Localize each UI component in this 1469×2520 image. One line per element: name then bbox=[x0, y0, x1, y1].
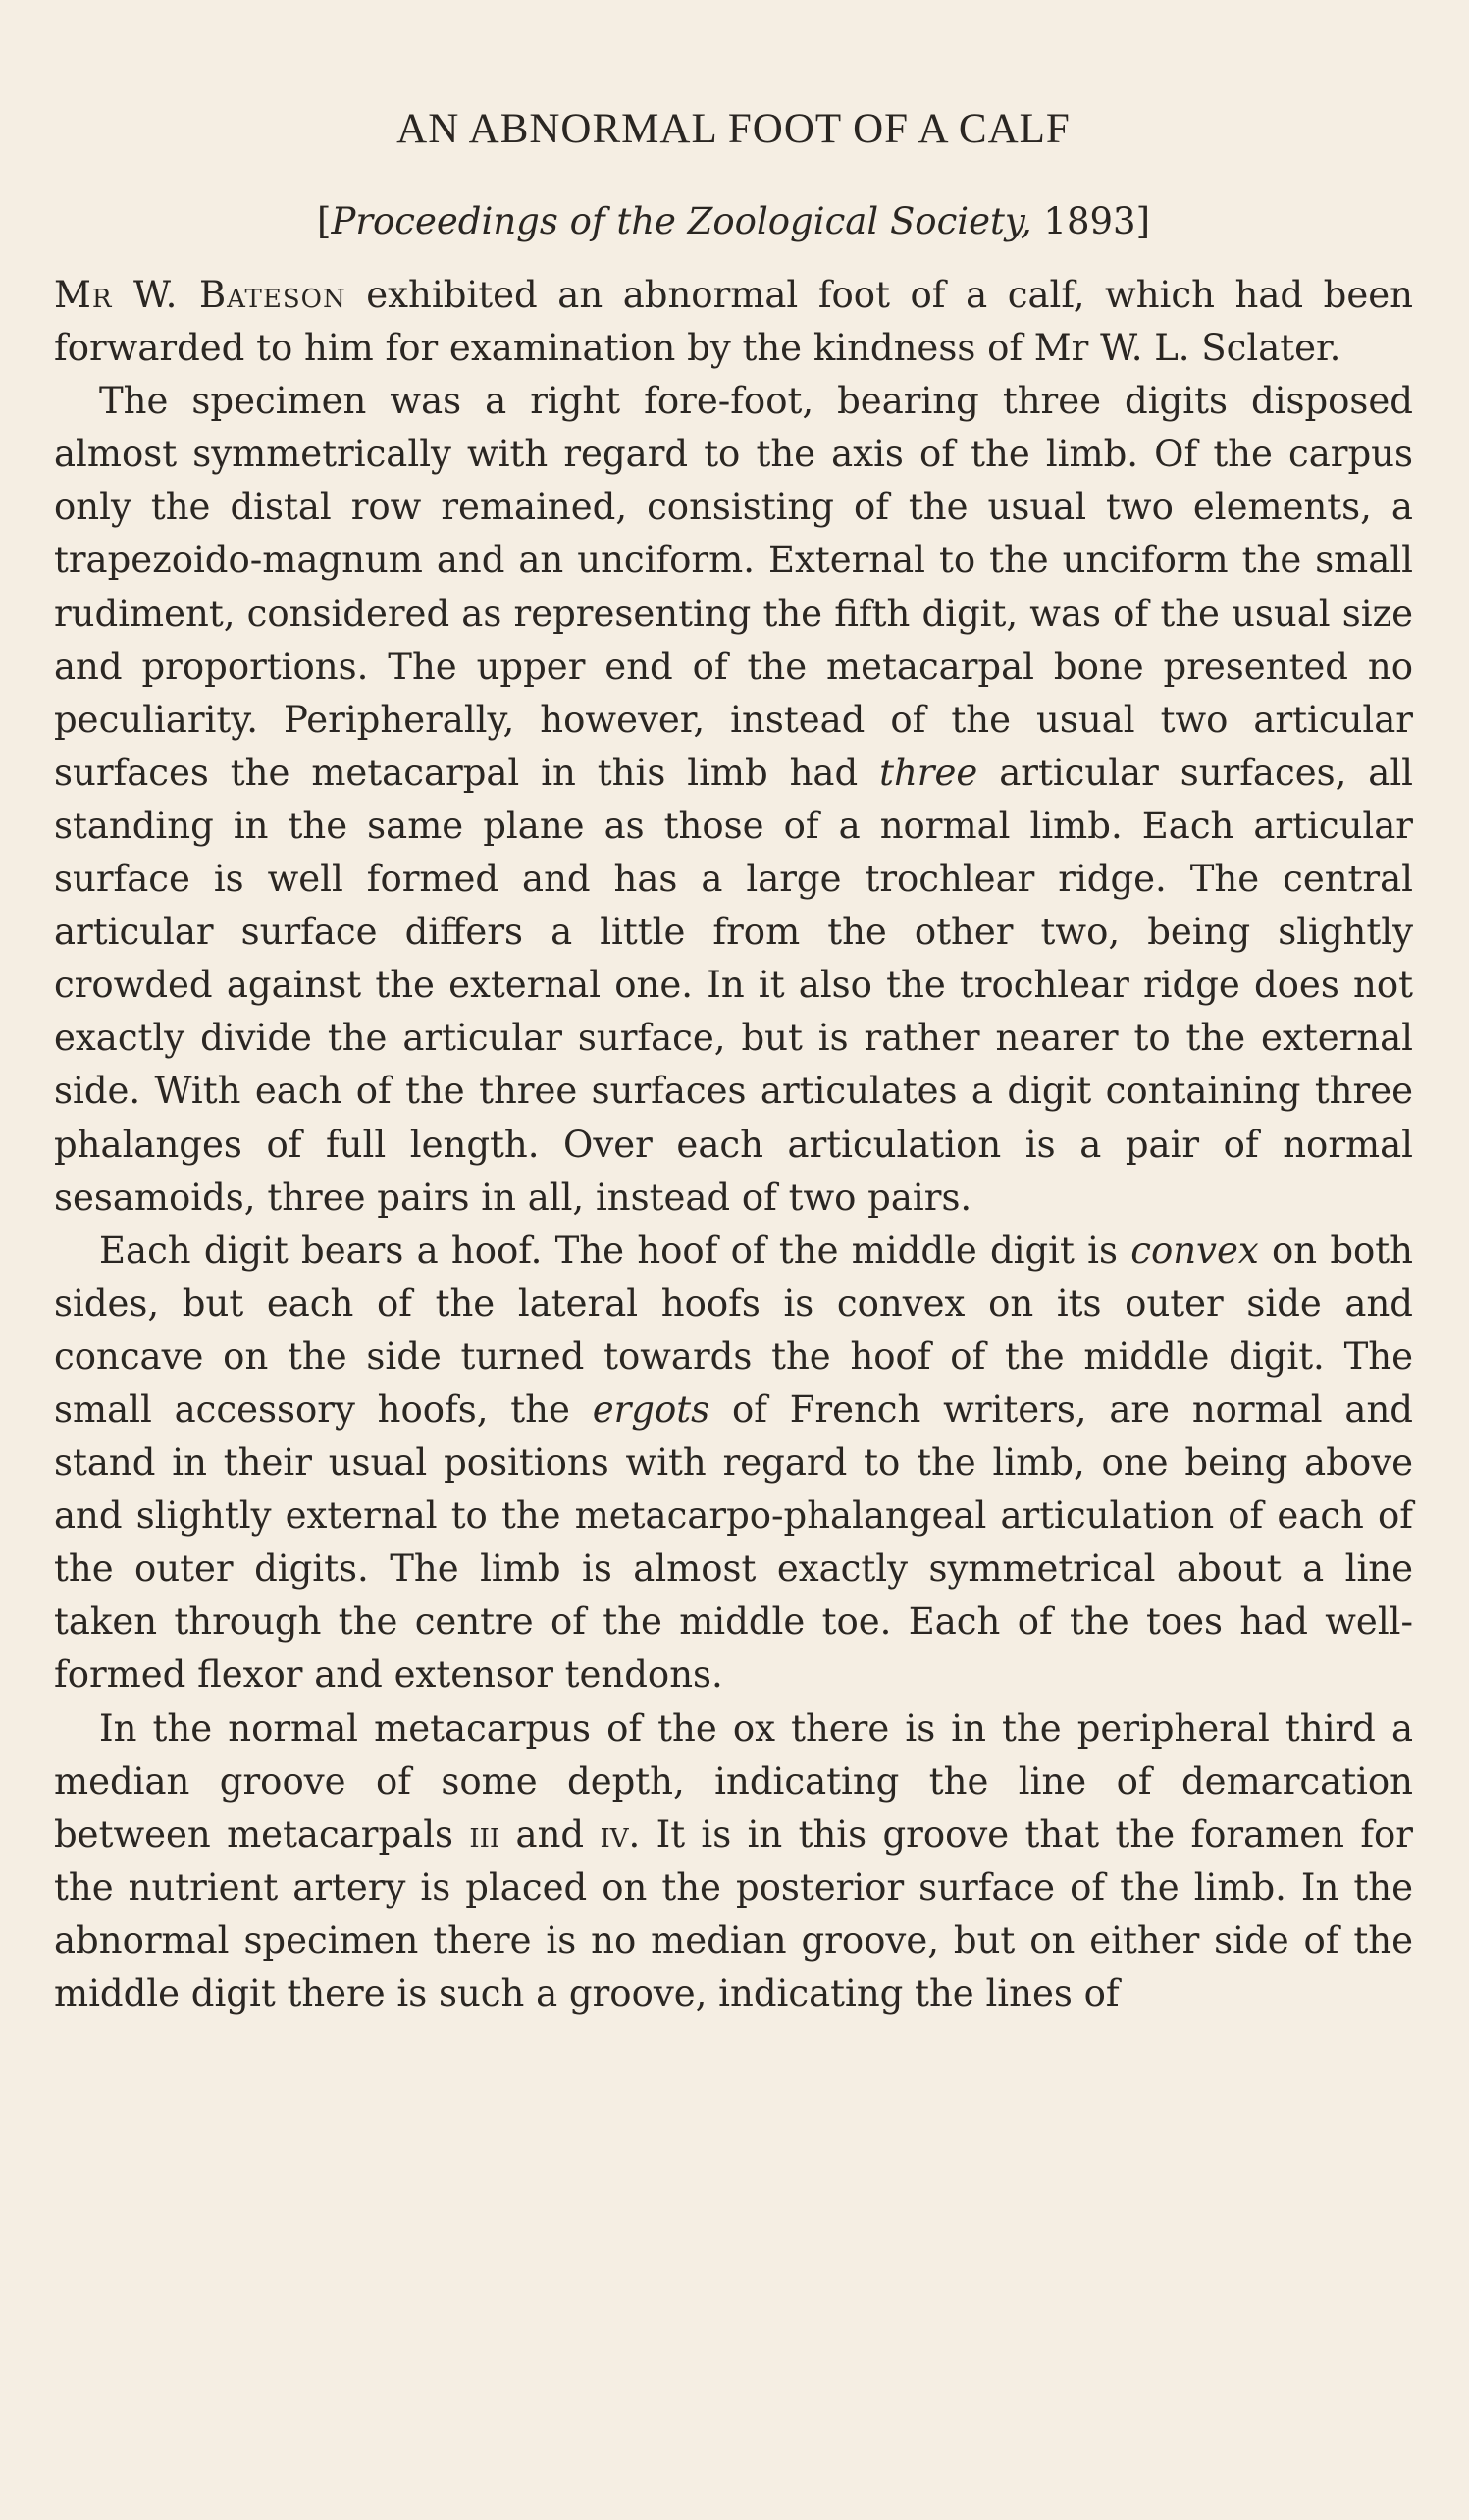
citation-open-bracket: [ bbox=[317, 200, 332, 242]
article-title: AN ABNORMAL FOOT OF A CALF bbox=[396, 106, 1071, 152]
text-run: . It is in this groove that the foramen for the nutrient artery is placed on the posterior surface of the limb. In the abnormal specimen there is no median groove, but on either side of the middle digit there is such a groove, indicating the lines of bbox=[54, 1812, 1413, 2015]
journal-name: Proceedings of the Zoological Society, bbox=[331, 200, 1032, 242]
text-run: of French writers, are normal and stand in their usual positions with regard to the limb, one being above and slightly external to the metacarpo-phalangeal articulation of each of the outer digits. The limb is almost exactly symmetrical about a line taken through the centre of the middle toe. Each of the toes had well-formed flexor and extensor tendons. bbox=[54, 1388, 1413, 1697]
paragraph bbox=[54, 375, 1413, 1225]
italic-text: convex bbox=[1130, 1229, 1259, 1272]
italic-text: three bbox=[879, 751, 978, 794]
text-run: articular surfaces, all standing in the same plane as those of a normal limb. Each articular surface is well formed and has a large trochlear ridge. The central articular surface differs a little from the other two, being slightly crowded against the external one. In it also the trochlear ridge does not exactly divide the articular surface, but is rather nearer to the external side. With each of the three surfaces articulates a digit containing three phalanges of full length. Over each articulation is a pair of normal sesamoids, three pairs in all, instead of two pairs. bbox=[54, 751, 1414, 1219]
source-citation bbox=[54, 196, 1413, 247]
text-run: Each digit bears a hoof. The hoof of the middle digit is bbox=[99, 1229, 1131, 1272]
document-page bbox=[54, 0, 1413, 2520]
roman-numeral: iv bbox=[600, 1812, 629, 1856]
italic-text: ergots bbox=[592, 1388, 710, 1431]
paragraph bbox=[54, 269, 1413, 375]
text-run: In the normal metacarpus of the ox there is in the peripheral third a median groove of some depth, indicating the line of demarcation between metacarpals bbox=[54, 1706, 1413, 1856]
paragraph bbox=[54, 1225, 1413, 1703]
author-name: Mr W. Bateson bbox=[54, 274, 346, 316]
article-body bbox=[54, 269, 1413, 2021]
paragraph bbox=[54, 1703, 1413, 2021]
text-run: The specimen was a right fore-foot, bearing three digits disposed almost symmetrically with regard to the axis of the limb. Of the carpus only the distal row remained, consisting of the usual two elements, a trapezoido-magnum and an unciform. External to the unciform the small rudiment, considered as representing the fifth digit, was of the usual size and proportions. The upper end of the metacarpal bone presented no peculiarity. Peripherally, however, instead of the usual two articular surfaces the metacarpal in this limb had bbox=[54, 380, 1413, 794]
text-run: and bbox=[499, 1812, 601, 1856]
text-run: on both sides, but each of the lateral hoofs is convex on its outer side and concave on the side turned towards the hoof of the middle digit. The small accessory hoofs, the bbox=[54, 1229, 1413, 1431]
citation-year: 1893] bbox=[1031, 200, 1150, 242]
roman-numeral: iii bbox=[469, 1812, 500, 1856]
text-run: exhibited an abnormal foot of a calf, which had been forwarded to him for examination by the kindness of Mr W. L. Sclater. bbox=[54, 274, 1413, 370]
